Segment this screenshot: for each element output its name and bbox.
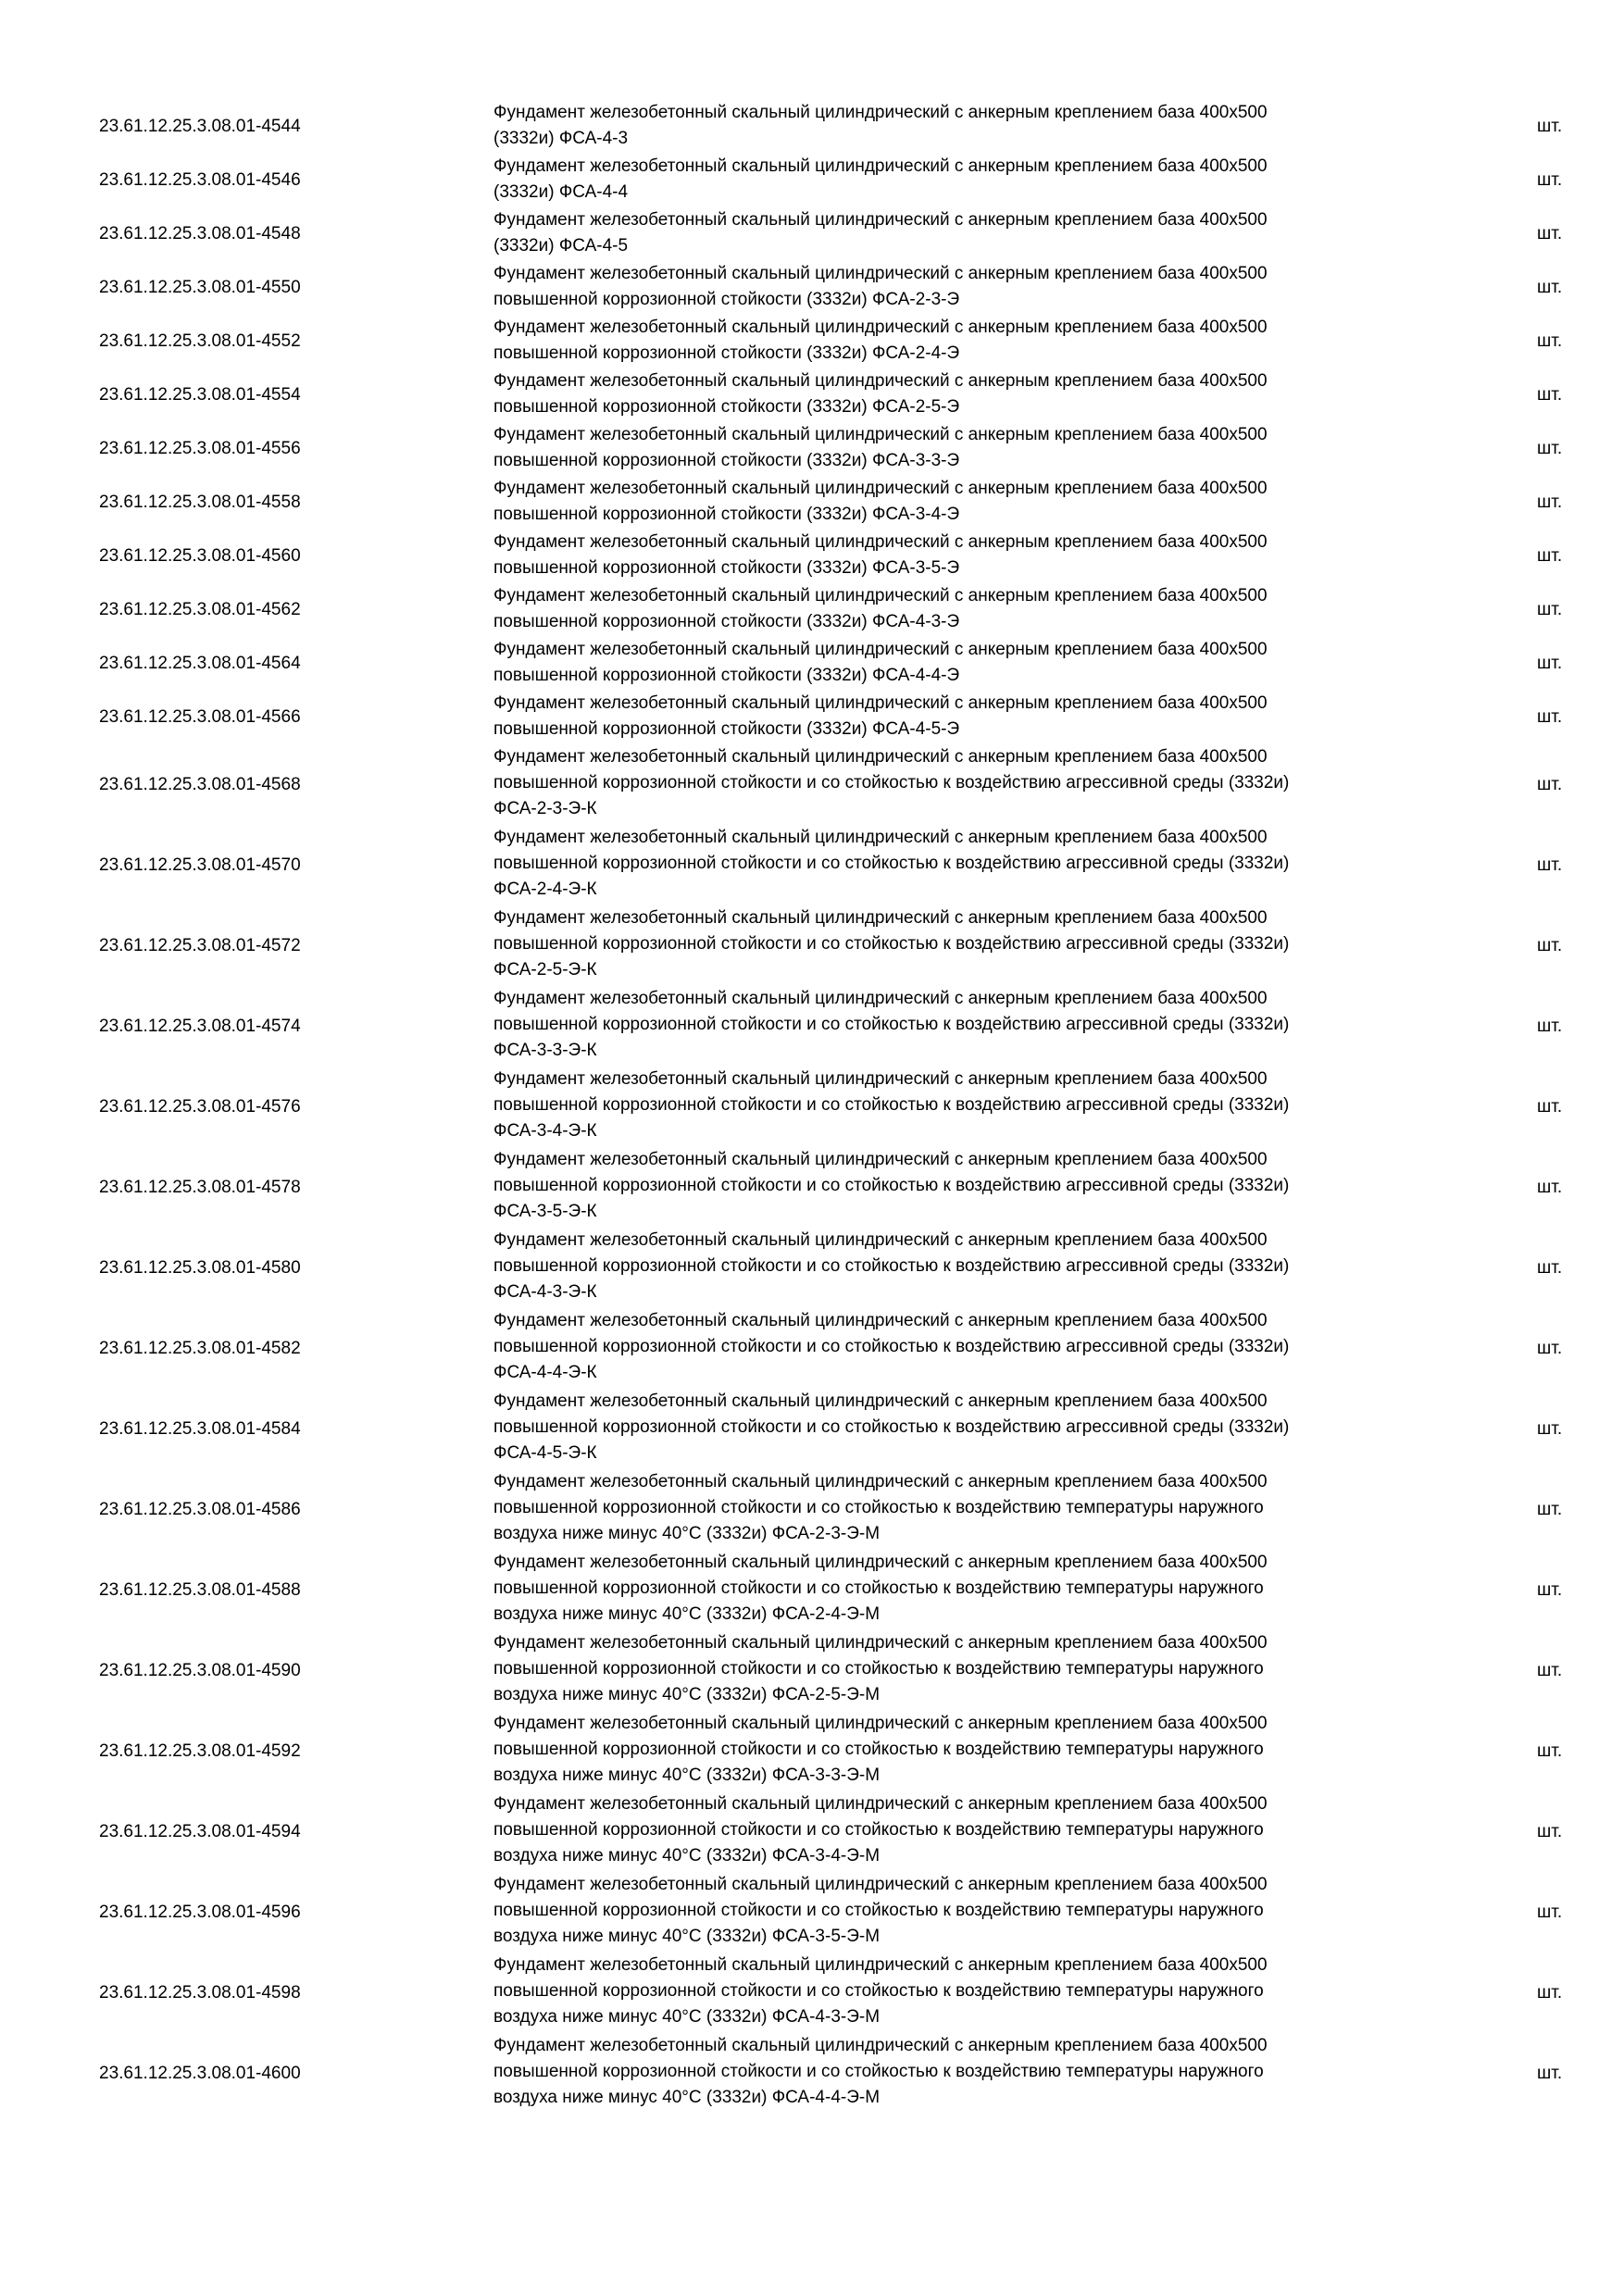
table-row xyxy=(0,368,1624,422)
resource-description: Фундамент железобетонный скальный цилиндрический с анкерным креплением база 400х500 повышенной коррозионной стойкости и со стойкостью к воздействию температуры наружного воздуха ниже минус 40°С (3332и) ФСА-2-4-Э-М xyxy=(493,1553,1268,1624)
resource-description: Фундамент железобетонный скальный цилиндрический с анкерным креплением база 400х500 (3332и) ФСА-4-4 xyxy=(493,156,1268,202)
unit-of-measure: шт. xyxy=(1537,855,1563,875)
resource-code: 23.61.12.25.3.08.01-4582 xyxy=(99,1338,301,1358)
table-row xyxy=(0,1067,1624,1147)
resource-code: 23.61.12.25.3.08.01-4546 xyxy=(99,170,301,190)
table-row xyxy=(0,637,1624,691)
table-row xyxy=(0,1308,1624,1389)
resource-description: Фундамент железобетонный скальный цилиндрический с анкерным креплением база 400х500 повышенной коррозионной стойкости (3332и) ФСА-4-5-Э xyxy=(493,693,1268,739)
unit-of-measure: шт. xyxy=(1537,935,1563,955)
unit-of-measure: шт. xyxy=(1537,654,1563,673)
table-row xyxy=(0,100,1624,154)
unit-of-measure: шт. xyxy=(1537,1096,1563,1117)
unit-of-measure: шт. xyxy=(1537,546,1563,566)
resource-description: Фундамент железобетонный скальный цилиндрический с анкерным креплением база 400х500 повышенной коррозионной стойкости (3332и) ФСА-4-4-Э xyxy=(493,640,1268,685)
resource-description: Фундамент железобетонный скальный цилиндрический с анкерным креплением база 400х500 повышенной коррозионной стойкости и со стойкостью к воздействию агрессивной среды (3332и) ФСА-3-5-Э-К xyxy=(493,1150,1290,1221)
resource-code: 23.61.12.25.3.08.01-4562 xyxy=(99,600,301,619)
unit-of-measure: шт. xyxy=(1537,1579,1563,1600)
resource-code: 23.61.12.25.3.08.01-4556 xyxy=(99,439,301,458)
unit-of-measure: шт. xyxy=(1537,1660,1563,1680)
unit-of-measure: шт. xyxy=(1537,1902,1563,1922)
resource-description: Фундамент железобетонный скальный цилиндрический с анкерным креплением база 400х500 повышенной коррозионной стойкости (3332и) ФСА-2-3-Э xyxy=(493,264,1268,309)
table-row xyxy=(0,1711,1624,1791)
resource-description: Фундамент железобетонный скальный цилиндрический с анкерным креплением база 400х500 повышенной коррозионной стойкости и со стойкостью к воздействию агрессивной среды (3332и) ФСА-4-5-Э-К xyxy=(493,1391,1290,1463)
resource-description: Фундамент железобетонный скальный цилиндрический с анкерным креплением база 400х500 повышенной коррозионной стойкости (3332и) ФСА-4-3-Э xyxy=(493,586,1268,631)
table-row xyxy=(0,1550,1624,1630)
resource-description: Фундамент железобетонный скальный цилиндрический с анкерным креплением база 400х500 повышенной коррозионной стойкости (3332и) ФСА-2-5-Э xyxy=(493,371,1268,417)
table-row xyxy=(0,1872,1624,1953)
unit-of-measure: шт. xyxy=(1537,331,1563,351)
table-row xyxy=(0,1389,1624,1469)
resource-description: Фундамент железобетонный скальный цилиндрический с анкерным креплением база 400х500 повышенной коррозионной стойкости и со стойкостью к воздействию температуры наружного воздуха ниже минус 40°С (3332и) ФСА-2-3-Э-М xyxy=(493,1472,1268,1543)
unit-of-measure: шт. xyxy=(1537,1257,1563,1278)
unit-of-measure: шт. xyxy=(1537,439,1563,458)
table-row xyxy=(0,315,1624,368)
resource-code: 23.61.12.25.3.08.01-4574 xyxy=(99,1016,301,1036)
table-row xyxy=(0,825,1624,905)
resource-code: 23.61.12.25.3.08.01-4564 xyxy=(99,654,301,673)
unit-of-measure: шт. xyxy=(1537,1177,1563,1197)
resource-code: 23.61.12.25.3.08.01-4560 xyxy=(99,546,301,566)
unit-of-measure: шт. xyxy=(1537,707,1563,727)
table-row xyxy=(0,905,1624,986)
resource-code: 23.61.12.25.3.08.01-4588 xyxy=(99,1579,301,1600)
resource-code: 23.61.12.25.3.08.01-4554 xyxy=(99,385,301,405)
table-row xyxy=(0,422,1624,476)
resource-description: Фундамент железобетонный скальный цилиндрический с анкерным креплением база 400х500 повышенной коррозионной стойкости и со стойкостью к воздействию температуры наружного воздуха ниже минус 40°С (3332и) ФСА-2-5-Э-М xyxy=(493,1633,1268,1704)
resource-code: 23.61.12.25.3.08.01-4570 xyxy=(99,855,301,875)
resource-description: Фундамент железобетонный скальный цилиндрический с анкерным креплением база 400х500 повышенной коррозионной стойкости и со стойкостью к воздействию агрессивной среды (3332и) ФСА-4-4-Э-К xyxy=(493,1311,1290,1382)
resource-code: 23.61.12.25.3.08.01-4558 xyxy=(99,493,301,512)
table-row xyxy=(0,1469,1624,1550)
unit-of-measure: шт. xyxy=(1537,1016,1563,1036)
resource-code: 23.61.12.25.3.08.01-4548 xyxy=(99,224,301,243)
table-row xyxy=(0,1228,1624,1308)
resource-code: 23.61.12.25.3.08.01-4578 xyxy=(99,1177,301,1197)
resource-code: 23.61.12.25.3.08.01-4600 xyxy=(99,2063,301,2083)
resource-description: Фундамент железобетонный скальный цилиндрический с анкерным креплением база 400х500 повышенной коррозионной стойкости и со стойкостью к воздействию агрессивной среды (3332и) ФСА-4-3-Э-К xyxy=(493,1230,1290,1302)
resource-code: 23.61.12.25.3.08.01-4584 xyxy=(99,1418,301,1439)
unit-of-measure: шт. xyxy=(1537,117,1563,136)
table-row xyxy=(0,744,1624,825)
unit-of-measure: шт. xyxy=(1537,1338,1563,1358)
unit-of-measure: шт. xyxy=(1537,600,1563,619)
table-row xyxy=(0,476,1624,530)
resource-description: Фундамент железобетонный скальный цилиндрический с анкерным креплением база 400х500 повышенной коррозионной стойкости и со стойкостью к воздействию температуры наружного воздуха ниже минус 40°С (3332и) ФСА-3-4-Э-М xyxy=(493,1794,1268,1866)
table-row xyxy=(0,1630,1624,1711)
unit-of-measure: шт. xyxy=(1537,385,1563,405)
table-row xyxy=(0,2033,1624,2114)
resource-description: Фундамент железобетонный скальный цилиндрический с анкерным креплением база 400х500 повышенной коррозионной стойкости (3332и) ФСА-3-4-Э xyxy=(493,479,1268,524)
resource-code: 23.61.12.25.3.08.01-4566 xyxy=(99,707,301,727)
resource-description: Фундамент железобетонный скальный цилиндрический с анкерным креплением база 400х500 (3332и) ФСА-4-5 xyxy=(493,210,1268,256)
resource-code: 23.61.12.25.3.08.01-4552 xyxy=(99,331,301,351)
unit-of-measure: шт. xyxy=(1537,170,1563,190)
resource-code: 23.61.12.25.3.08.01-4598 xyxy=(99,1982,301,2003)
unit-of-measure: шт. xyxy=(1537,278,1563,297)
table-row xyxy=(0,154,1624,207)
resource-code: 23.61.12.25.3.08.01-4576 xyxy=(99,1096,301,1117)
resource-description: Фундамент железобетонный скальный цилиндрический с анкерным креплением база 400х500 повышенной коррозионной стойкости и со стойкостью к воздействию агрессивной среды (3332и) ФСА-2-4-Э-К xyxy=(493,828,1290,899)
table-row xyxy=(0,1791,1624,1872)
resource-code: 23.61.12.25.3.08.01-4572 xyxy=(99,935,301,955)
resource-code: 23.61.12.25.3.08.01-4550 xyxy=(99,278,301,297)
resource-description: Фундамент железобетонный скальный цилиндрический с анкерным креплением база 400х500 повышенной коррозионной стойкости и со стойкостью к воздействию температуры наружного воздуха ниже минус 40°С (3332и) ФСА-3-5-Э-М xyxy=(493,1875,1268,1946)
unit-of-measure: шт. xyxy=(1537,2063,1563,2083)
resource-description: Фундамент железобетонный скальный цилиндрический с анкерным креплением база 400х500 повышенной коррозионной стойкости и со стойкостью к воздействию температуры наружного воздуха ниже минус 40°С (3332и) ФСА-3-3-Э-М xyxy=(493,1714,1268,1785)
resource-description: Фундамент железобетонный скальный цилиндрический с анкерным креплением база 400х500 повышенной коррозионной стойкости и со стойкостью к воздействию агрессивной среды (3332и) ФСА-2-5-Э-К xyxy=(493,908,1290,980)
resource-description: Фундамент железобетонный скальный цилиндрический с анкерным креплением база 400х500 повышенной коррозионной стойкости и со стойкостью к воздействию агрессивной среды (3332и) ФСА-3-3-Э-К xyxy=(493,989,1290,1060)
resource-description: Фундамент железобетонный скальный цилиндрический с анкерным креплением база 400х500 повышенной коррозионной стойкости и со стойкостью к воздействию температуры наружного воздуха ниже минус 40°С (3332и) ФСА-4-3-Э-М xyxy=(493,1955,1268,2027)
table-row xyxy=(0,1953,1624,2033)
resource-description: Фундамент железобетонный скальный цилиндрический с анкерным креплением база 400х500 повышенной коррозионной стойкости и со стойкостью к воздействию температуры наружного воздуха ниже минус 40°С (3332и) ФСА-4-4-Э-М xyxy=(493,2036,1268,2107)
table-row xyxy=(0,207,1624,261)
resource-description: Фундамент железобетонный скальный цилиндрический с анкерным креплением база 400х500 повышенной коррозионной стойкости (3332и) ФСА-2-4-Э xyxy=(493,318,1268,363)
resource-code: 23.61.12.25.3.08.01-4544 xyxy=(99,117,301,136)
table-row xyxy=(0,583,1624,637)
unit-of-measure: шт. xyxy=(1537,1821,1563,1841)
resource-code: 23.61.12.25.3.08.01-4590 xyxy=(99,1660,301,1680)
resource-table xyxy=(0,100,1624,2114)
resource-code: 23.61.12.25.3.08.01-4586 xyxy=(99,1499,301,1519)
unit-of-measure: шт. xyxy=(1537,224,1563,243)
resource-description: Фундамент железобетонный скальный цилиндрический с анкерным креплением база 400х500 повышенной коррозионной стойкости и со стойкостью к воздействию агрессивной среды (3332и) ФСА-3-4-Э-К xyxy=(493,1069,1290,1141)
unit-of-measure: шт. xyxy=(1537,1982,1563,2003)
table-row xyxy=(0,261,1624,315)
resource-description: Фундамент железобетонный скальный цилиндрический с анкерным креплением база 400х500 повышенной коррозионной стойкости (3332и) ФСА-3-5-Э xyxy=(493,532,1268,578)
resource-description: Фундамент железобетонный скальный цилиндрический с анкерным креплением база 400х500 повышенной коррозионной стойкости (3332и) ФСА-3-3-Э xyxy=(493,425,1268,470)
resource-code: 23.61.12.25.3.08.01-4580 xyxy=(99,1257,301,1278)
resource-description: Фундамент железобетонный скальный цилиндрический с анкерным креплением база 400х500 (3332и) ФСА-4-3 xyxy=(493,103,1268,148)
unit-of-measure: шт. xyxy=(1537,1499,1563,1519)
table-row xyxy=(0,530,1624,583)
table-row xyxy=(0,691,1624,744)
resource-code: 23.61.12.25.3.08.01-4592 xyxy=(99,1741,301,1761)
unit-of-measure: шт. xyxy=(1537,1418,1563,1439)
unit-of-measure: шт. xyxy=(1537,774,1563,794)
table-row xyxy=(0,1147,1624,1228)
resource-description: Фундамент железобетонный скальный цилиндрический с анкерным креплением база 400х500 повышенной коррозионной стойкости и со стойкостью к воздействию агрессивной среды (3332и) ФСА-2-3-Э-К xyxy=(493,747,1290,818)
table-row xyxy=(0,986,1624,1067)
unit-of-measure: шт. xyxy=(1537,1741,1563,1761)
resource-code: 23.61.12.25.3.08.01-4568 xyxy=(99,774,301,794)
resource-code: 23.61.12.25.3.08.01-4594 xyxy=(99,1821,301,1841)
resource-code: 23.61.12.25.3.08.01-4596 xyxy=(99,1902,301,1922)
unit-of-measure: шт. xyxy=(1537,493,1563,512)
